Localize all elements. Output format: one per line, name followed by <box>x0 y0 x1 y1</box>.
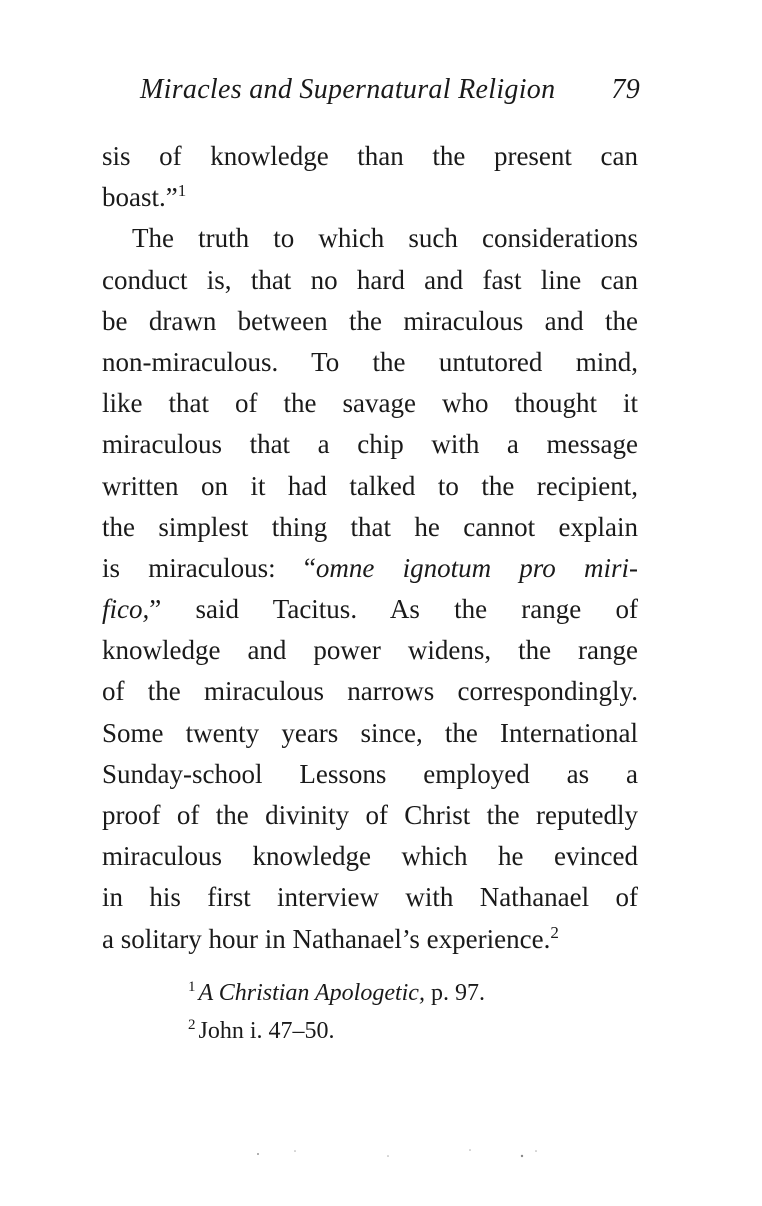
line-text: non-miraculous. To the untutored mind, <box>102 346 638 377</box>
latin-quote: fico, <box>102 594 150 625</box>
line-text: written on it had talked to the recipient, <box>102 470 638 501</box>
line-text: in his first interview with Nathanael of <box>102 882 638 913</box>
line-text: conduct is, that no hard and fast line can <box>102 264 638 295</box>
line-text: ” said Tacitus. As the range of <box>149 594 638 625</box>
line-text: miraculous knowledge which he evinced <box>102 841 638 872</box>
page-number: 79 <box>611 74 640 105</box>
line-text: knowledge and power widens, the range <box>102 635 638 666</box>
latin-quote: omne ignotum pro miri- <box>315 552 638 583</box>
footnote-citation-title: A Christian Apologetic, <box>198 980 425 1006</box>
line-text: boast.” <box>102 182 178 213</box>
line-text: is miraculous: “ <box>102 552 316 583</box>
line-text: sis of knowledge than the present can <box>102 141 638 171</box>
line-text: The truth to which such considerations <box>132 223 638 254</box>
line-text: a solitary hour in Nathanael’s experience. <box>102 923 551 954</box>
line-text: like that of the savage who thought it <box>102 388 638 419</box>
footnote-marker: 2 <box>550 922 559 942</box>
footnote-text: p. 97. <box>424 980 485 1006</box>
line-text: the simplest thing that he cannot explain <box>102 511 638 542</box>
line-text: miraculous that a chip with a message <box>102 429 638 460</box>
line-text: Some twenty years since, the International <box>102 717 638 748</box>
footnote-number: 2 <box>188 1017 196 1033</box>
line-text: proof of the divinity of Christ the reputedly <box>102 800 638 830</box>
line-text: be drawn between the miraculous and the <box>102 305 638 336</box>
running-head-title: Miracles and Supernatural Religion <box>140 74 556 105</box>
footnote-text: John i. 47–50. <box>198 1018 335 1044</box>
line-text: Sunday-school Lessons employed as a <box>102 758 638 789</box>
footnote-number: 1 <box>188 979 196 995</box>
footnote-marker: 1 <box>177 181 187 200</box>
line-text: of the miraculous narrows correspondingly. <box>102 676 638 707</box>
